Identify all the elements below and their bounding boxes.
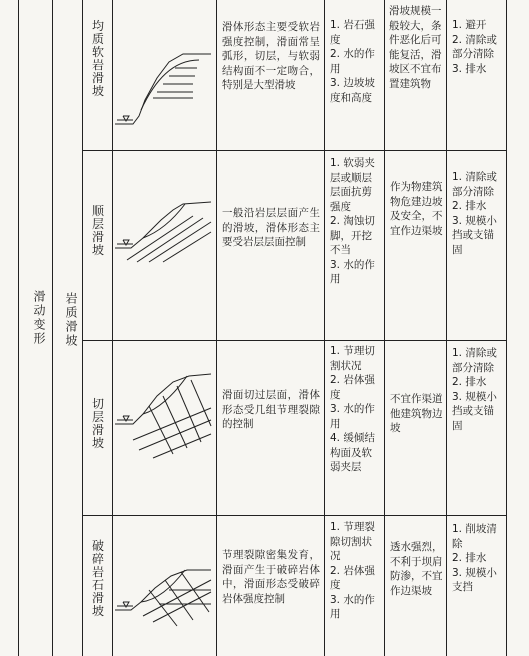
slide-impact: 滑坡规模一般较大，条件恶化后可能复活，滑坡区不宜布置建筑物 [389, 5, 442, 90]
slide-causes [330, 18, 382, 105]
subcategory-label: 岩质滑坡 [64, 292, 78, 348]
treatment-item: 3. 规模小支挡 [452, 566, 497, 593]
slide-type-label: 顺层滑坡 [91, 204, 104, 257]
slide-treatment [452, 170, 504, 257]
row-separator [82, 340, 506, 341]
grid-line [52, 0, 53, 656]
treatment-item: 1. 清除或部分清除 [452, 171, 497, 198]
cause-item: 4. 缓倾结构面及软弱夹层 [330, 432, 375, 473]
treatment-item: 2. 排水 [452, 200, 487, 212]
homogeneous-slope-sketch [113, 20, 215, 135]
cause-item: 1. 节理裂隙切割状况 [330, 521, 375, 562]
treatment-item: 3. 规模小挡或支锚固 [452, 390, 497, 432]
slide-description: 一般沿岩层层面产生的滑坡，滑体形态主要受岩层层面控制 [222, 207, 320, 248]
fractured-rock-slope-sketch [113, 560, 215, 630]
grid-line [446, 0, 447, 656]
slide-impact: 透水强烈，不利于坝肩防渗，不宜作边渠坡 [390, 541, 443, 597]
treatment-item: 1. 避开 [452, 19, 487, 31]
cause-item: 2. 岩体强度 [330, 564, 375, 591]
row-separator [82, 150, 506, 151]
cause-item: 1. 节理切割状况 [330, 345, 375, 372]
cause-item: 1. 软弱夹层或顺层层面抗剪强度 [330, 157, 375, 213]
grid-line [82, 0, 83, 656]
bedding-slope-sketch [113, 190, 215, 270]
treatment-item: 1. 清除或部分清除 [452, 347, 497, 374]
slide-description: 节理裂隙密集发育，滑面产生于破碎岩体中，滑面形态受破碎岩体强度控制 [222, 549, 320, 605]
slide-type-label: 破碎岩石滑坡 [91, 539, 104, 618]
treatment-item: 2. 清除或部分清除 [452, 33, 497, 60]
grid-line [216, 0, 217, 656]
grid-line [384, 0, 385, 656]
treatment-item: 1. 削坡清除 [452, 523, 497, 550]
row-separator [82, 515, 506, 516]
treatment-item: 3. 规模小挡或支锚固 [452, 214, 497, 256]
slide-causes [330, 344, 382, 475]
cause-item: 3. 水的作用 [330, 258, 375, 285]
slide-type-label: 切层滑坡 [91, 397, 104, 450]
slide-description: 滑体形态主要受软岩强度控制，滑面常呈弧形，切层，与软弱结构面不一定吻合，特别是大型滑坡 [222, 21, 320, 91]
slide-impact: 作为物建筑物危建边坡及安全，不宜作边渠坡 [390, 181, 443, 237]
slide-treatment [452, 18, 504, 76]
treatment-item: 2. 排水 [452, 376, 487, 388]
slide-impact: 不宜作渠道他建筑物边坡 [390, 393, 443, 434]
slide-description: 滑面切过层面，滑体形态受几组节理裂隙的控制 [222, 389, 320, 430]
category-label: 滑动变形 [32, 290, 46, 346]
slide-causes [330, 156, 382, 287]
cause-item: 2. 岩体强度 [330, 374, 375, 401]
cause-item: 2. 淘蚀切脚，开挖不当 [330, 215, 375, 256]
treatment-item: 2. 排水 [452, 552, 487, 564]
cause-item: 3. 水的作用 [330, 593, 375, 620]
slide-type-label: 均质软岩滑坡 [91, 19, 104, 98]
cause-item: 2. 水的作用 [330, 48, 375, 75]
cause-item: 1. 岩石强度 [330, 19, 375, 46]
grid-line [324, 0, 325, 656]
slide-treatment [452, 346, 504, 433]
cross-bedding-slope-sketch [113, 362, 215, 462]
treatment-item: 3. 排水 [452, 62, 487, 75]
slide-treatment [452, 522, 504, 595]
slide-causes [330, 520, 382, 622]
grid-line [18, 0, 19, 656]
cause-item: 3. 边坡坡度和高度 [330, 77, 375, 104]
cause-item: 3. 水的作用 [330, 403, 375, 430]
grid-line [506, 0, 507, 656]
